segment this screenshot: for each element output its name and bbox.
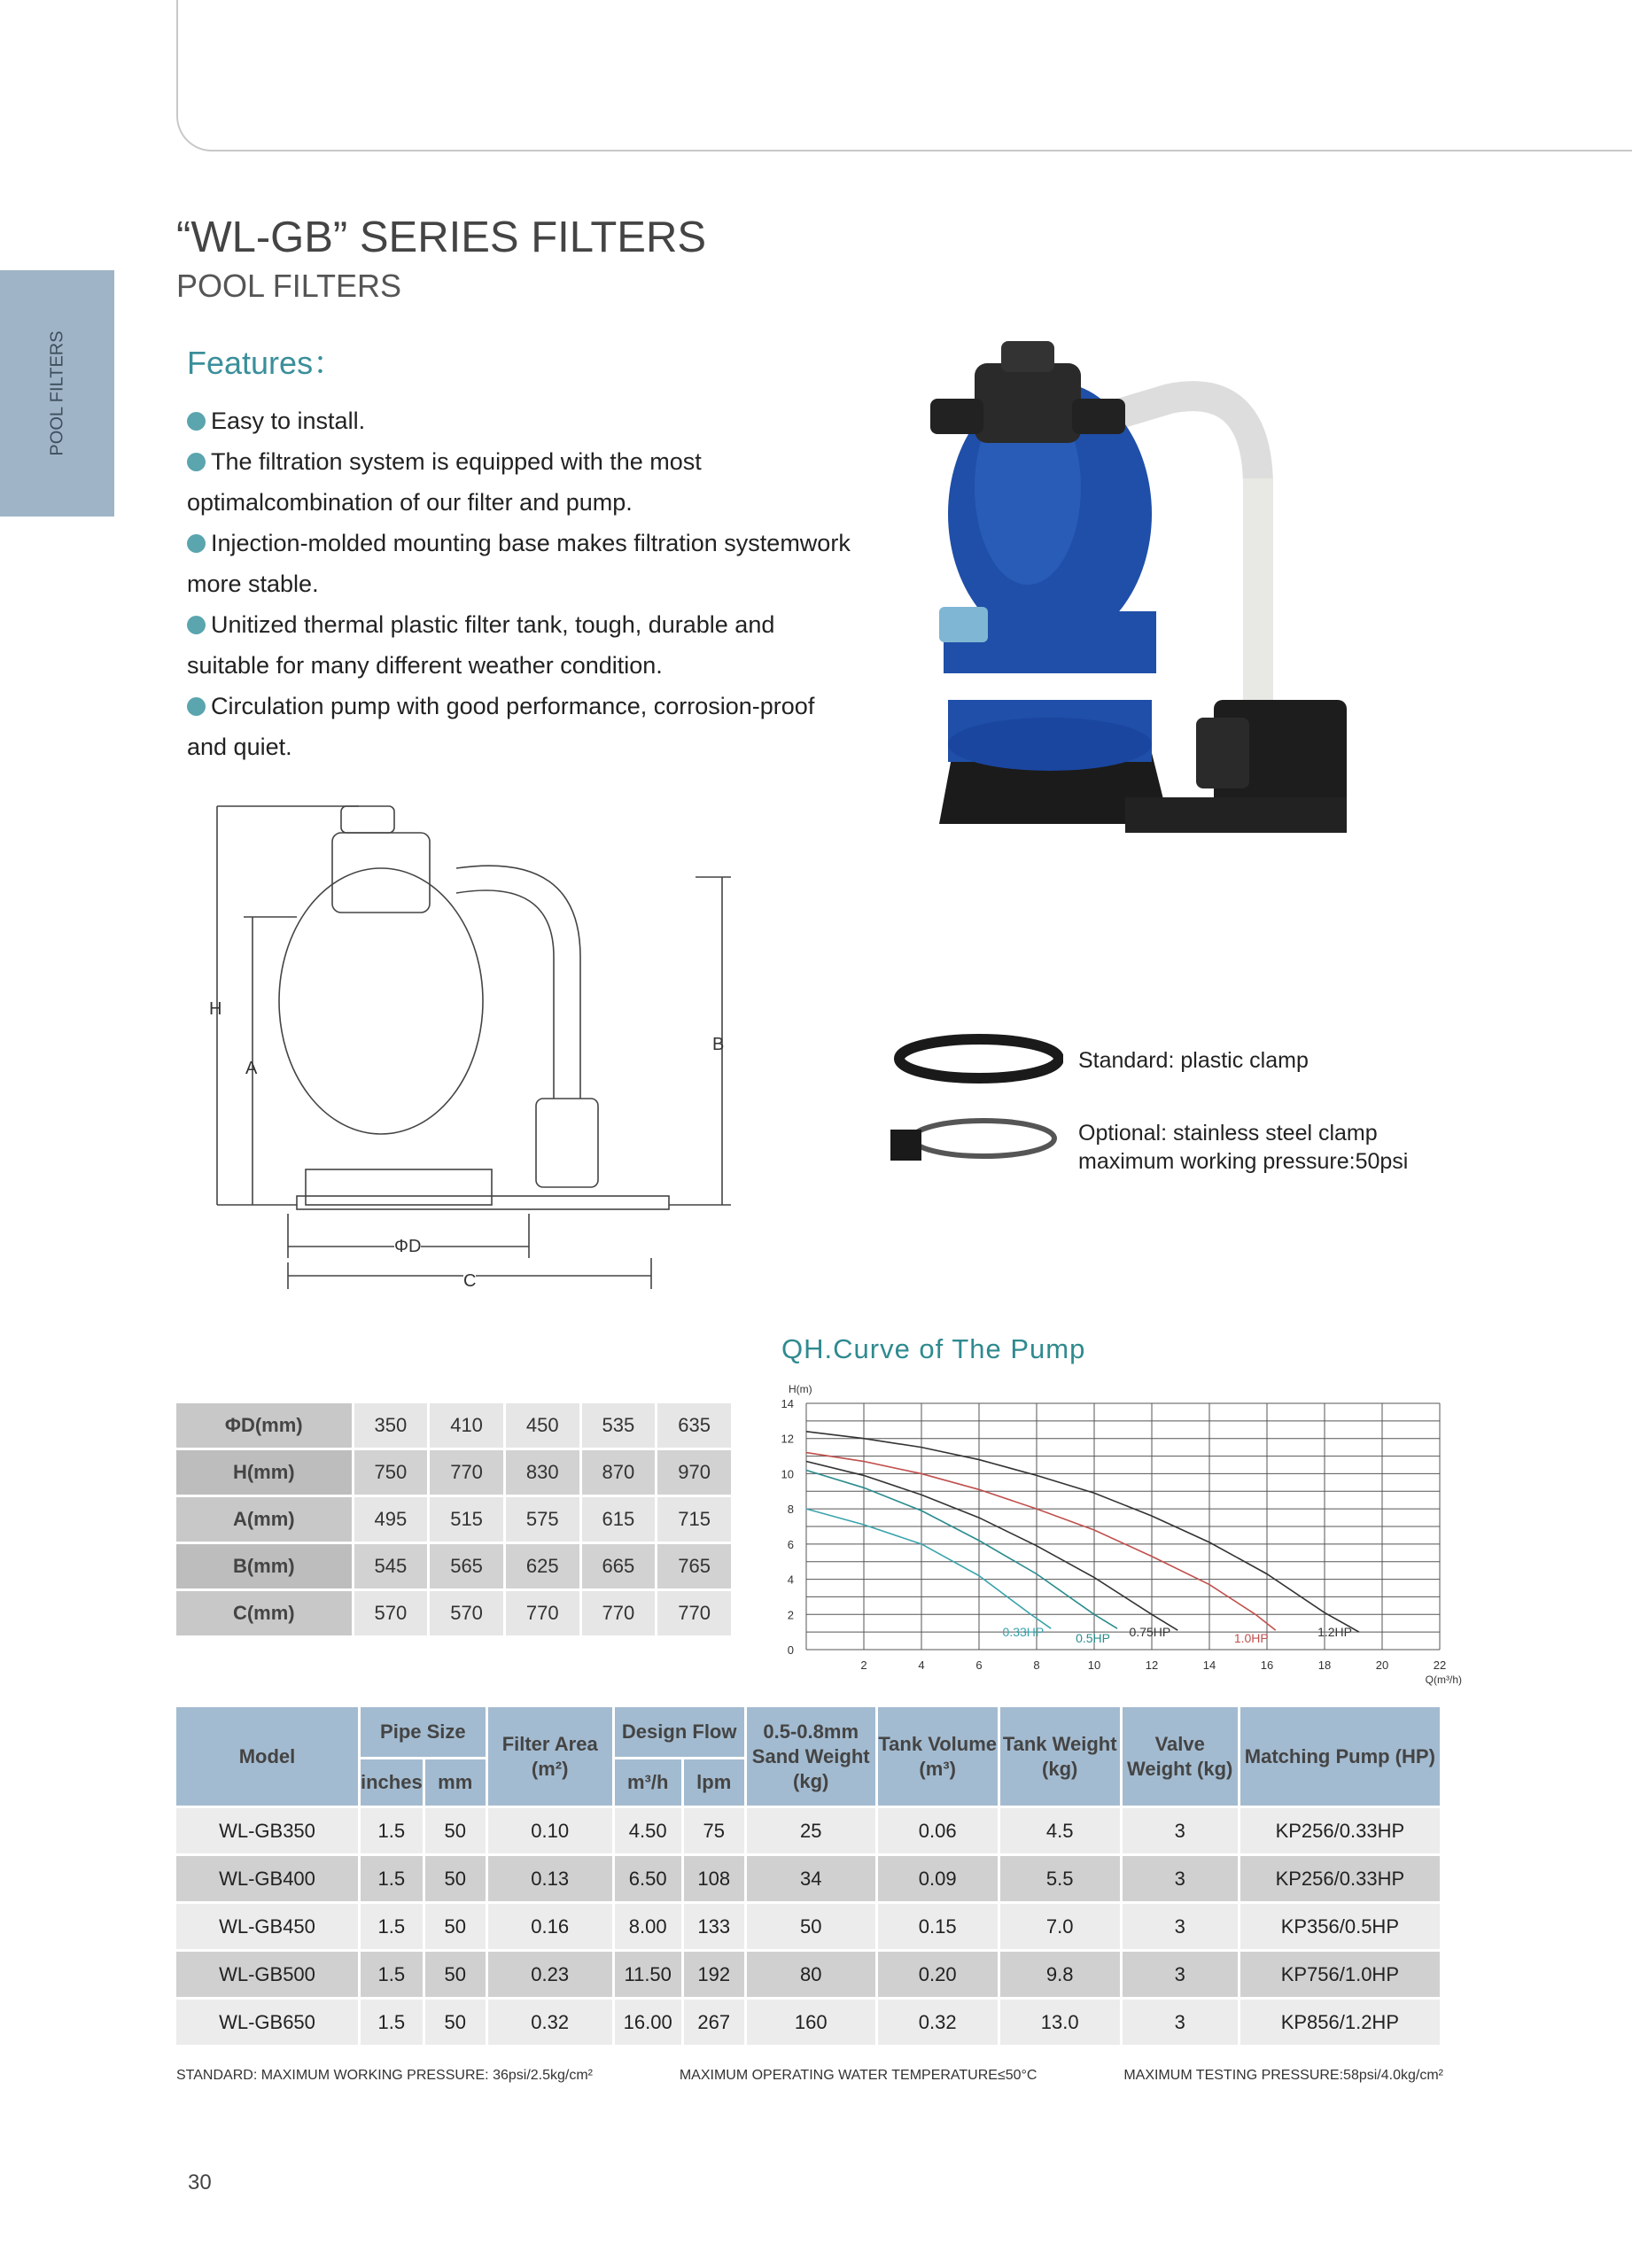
features-list [187,400,860,767]
dimension-value: 495 [354,1497,428,1542]
dimension-value: 535 [582,1403,656,1448]
dimension-value: 750 [354,1450,428,1495]
x-tick-label: 18 [1317,1658,1332,1672]
dimension-value: 570 [354,1591,428,1635]
table-cell: 80 [747,1952,875,1997]
table-cell: 0.32 [488,2000,612,2045]
chart-title: QH.Curve of The Pump [781,1333,1086,1364]
dimension-value: 450 [506,1403,579,1448]
series-label: 0.75HP [1129,1625,1171,1640]
series-line-0.5HP [806,1470,1117,1628]
table-cell: 267 [684,2000,744,2045]
y-tick-label: 2 [787,1608,794,1622]
product-photo [877,328,1373,859]
header-model: Model [176,1707,358,1806]
footnote-pressure: STANDARD: MAXIMUM WORKING PRESSURE: 36psi/2.5kg/cm² [176,2068,593,2083]
table-cell: 50 [425,1856,486,1901]
dimension-value: 635 [657,1403,731,1448]
table-cell: 3 [1123,2000,1238,2045]
dimension-value: 770 [506,1591,579,1635]
header-pump: Matching Pump (HP) [1240,1707,1440,1806]
dimension-row [176,1497,731,1542]
header-frame [176,0,1632,151]
plastic-clamp-icon [899,1039,1059,1078]
table-cell: 0.13 [488,1856,612,1901]
dimension-value: 545 [354,1544,428,1588]
dimension-value: 615 [582,1497,656,1542]
table-cell: 0.06 [878,1808,998,1853]
feature-text: Circulation pump with good performance, corrosion-proof and quiet. [187,693,815,760]
table-cell: 1.5 [361,1952,423,1997]
x-tick-label: 6 [975,1658,983,1672]
footnote [176,2068,1443,2084]
feature-item [187,604,860,686]
dimension-value: 870 [582,1450,656,1495]
feature-text: Unitized thermal plastic filter tank, tough, durable and suitable for many different weather condition. [187,611,775,679]
y-tick-label: 10 [781,1467,794,1481]
page-subtitle: POOL FILTERS [176,268,402,304]
header-valvew: Valve Weight (kg) [1123,1707,1238,1806]
table-cell: 108 [684,1856,744,1901]
x-tick-label: 10 [1087,1658,1101,1672]
bullet-icon [187,412,206,431]
table-cell: 50 [425,1952,486,1997]
dimension-value: 765 [657,1544,731,1588]
y-tick-label: 6 [787,1537,794,1551]
feature-item [187,400,860,441]
label-h: H [209,999,222,1019]
series-line-1.2HP [806,1432,1359,1632]
table-cell: KP856/1.2HP [1240,2000,1440,2045]
label-c: C [463,1271,477,1291]
header-pipe: Pipe Size [361,1707,486,1757]
table-row [176,1808,1440,1853]
table-cell: KP256/0.33HP [1240,1856,1440,1901]
feature-text: Injection-molded mounting base makes filtration systemwork more stable. [187,530,851,597]
y-tick-label: 0 [787,1643,794,1657]
table-cell: 160 [747,2000,875,2045]
table-row [176,1952,1440,1997]
feature-item [187,523,860,604]
table-cell: 75 [684,1808,744,1853]
header-flow: Design Flow [615,1707,744,1757]
table-cell: WL-GB450 [176,1904,358,1949]
table-cell: 50 [425,1904,486,1949]
x-tick-label: 2 [860,1658,867,1672]
dimension-row [176,1544,731,1588]
series-label: 1.0HP [1233,1631,1269,1646]
table-cell: 6.50 [615,1856,681,1901]
dimension-value: 770 [582,1591,656,1635]
dimension-value: 665 [582,1544,656,1588]
bullet-icon [187,534,206,553]
y-tick-label: 8 [787,1503,794,1517]
dimension-value: 575 [506,1497,579,1542]
dimension-value: 715 [657,1497,731,1542]
optional-clamp-pressure: maximum working pressure:50psi [1078,1149,1409,1174]
qh-chart [771,1373,1471,1692]
page-number: 30 [188,2171,212,2194]
table-cell: WL-GB400 [176,1856,358,1901]
y-axis-label: H(m) [789,1383,812,1395]
table-cell: 0.23 [488,1952,612,1997]
series-label: 0.5HP [1076,1631,1110,1646]
series-label: 1.2HP [1317,1625,1352,1640]
table-cell: 1.5 [361,1856,423,1901]
clamp-images [886,1028,1063,1196]
footnote-temperature: MAXIMUM OPERATING WATER TEMPERATURE≤50°C [679,2068,1037,2083]
table-row [176,1856,1440,1901]
y-tick-label: 4 [787,1573,794,1587]
table-row [176,1904,1440,1949]
bullet-icon [187,697,206,716]
dimension-label: C(mm) [176,1591,352,1635]
table-cell: 11.50 [615,1952,681,1997]
dimension-value: 970 [657,1450,731,1495]
table-cell: WL-GB650 [176,2000,358,2045]
header-area: Filter Area (m²) [488,1707,612,1806]
page-title: “WL-GB” SERIES FILTERS [176,214,707,261]
table-cell: 25 [747,1808,875,1853]
table-cell: WL-GB350 [176,1808,358,1853]
dimension-value: 770 [430,1450,503,1495]
features-heading: Features： [187,345,346,381]
dimension-label: A(mm) [176,1497,352,1542]
table-cell: 3 [1123,1856,1238,1901]
side-tab-label: POOL FILTERS [47,330,66,456]
dimension-label: H(mm) [176,1450,352,1495]
table-cell: 3 [1123,1952,1238,1997]
table-cell: 13.0 [1000,2000,1120,2045]
table-cell: 4.5 [1000,1808,1120,1853]
table-cell: 0.10 [488,1808,612,1853]
table-cell: KP356/0.5HP [1240,1904,1440,1949]
table-cell: 1.5 [361,1904,423,1949]
dimension-label: B(mm) [176,1544,352,1588]
dimension-value: 515 [430,1497,503,1542]
optional-clamp-text: Optional: stainless steel clamp [1078,1121,1378,1146]
bullet-icon [187,616,206,634]
table-cell: 3 [1123,1808,1238,1853]
table-cell: 34 [747,1856,875,1901]
label-b: B [712,1035,725,1054]
dimension-label: ΦD(mm) [176,1403,352,1448]
table-cell: 0.20 [878,1952,998,1997]
x-tick-label: 22 [1433,1658,1447,1672]
header-vol: Tank Volume (m³) [878,1707,998,1806]
header-m3h: m³/h [615,1759,681,1806]
table-row [176,2000,1440,2045]
table-cell: 16.00 [615,2000,681,2045]
table-cell: 3 [1123,1904,1238,1949]
x-tick-label: 4 [918,1658,925,1672]
x-tick-label: 16 [1260,1658,1274,1672]
x-axis-label: Q(m³/h) [1425,1674,1462,1686]
dimension-value: 625 [506,1544,579,1588]
table-cell: WL-GB500 [176,1952,358,1997]
table-cell: 5.5 [1000,1856,1120,1901]
header-mm: mm [425,1759,486,1806]
side-tab [0,270,114,517]
table-cell: 0.15 [878,1904,998,1949]
feature-item [187,686,860,767]
dimension-table [174,1401,734,1638]
header-sand: 0.5-0.8mm Sand Weight (kg) [747,1707,875,1806]
footnote-testing: MAXIMUM TESTING PRESSURE:58psi/4.0kg/cm² [1123,2068,1443,2083]
dimension-value: 350 [354,1403,428,1448]
bullet-icon [187,453,206,471]
dimension-diagram [199,780,749,1293]
table-cell: KP256/0.33HP [1240,1808,1440,1853]
table-cell: 50 [425,1808,486,1853]
x-tick-label: 12 [1145,1658,1159,1672]
table-cell: KP756/1.0HP [1240,1952,1440,1997]
header-inches: inches [361,1759,423,1806]
table-cell: 0.32 [878,2000,998,2045]
dimension-value: 410 [430,1403,503,1448]
y-tick-label: 12 [781,1432,794,1446]
label-d: ΦD [394,1237,422,1256]
feature-item [187,441,860,523]
table-cell: 0.09 [878,1856,998,1901]
x-tick-label: 14 [1202,1658,1216,1672]
standard-clamp-text: Standard: plastic clamp [1078,1048,1309,1073]
table-cell: 1.5 [361,2000,423,2045]
steel-clamp-icon [913,1121,1054,1156]
dimension-value: 565 [430,1544,503,1588]
table-cell: 133 [684,1904,744,1949]
label-a: A [245,1059,258,1078]
dimension-value: 770 [657,1591,731,1635]
table-cell: 192 [684,1952,744,1997]
feature-text: The filtration system is equipped with the most optimalcombination of our filter and pump. [187,448,702,516]
dimension-row [176,1403,731,1448]
x-tick-label: 8 [1033,1658,1040,1672]
table-cell: 4.50 [615,1808,681,1853]
dimension-value: 570 [430,1591,503,1635]
table-cell: 50 [425,2000,486,2045]
series-label: 0.33HP [1002,1625,1045,1640]
table-cell: 7.0 [1000,1904,1120,1949]
table-cell: 50 [747,1904,875,1949]
y-tick-label: 14 [781,1397,794,1410]
table-cell: 8.00 [615,1904,681,1949]
feature-text: Easy to install. [211,408,366,434]
table-cell: 9.8 [1000,1952,1120,1997]
table-cell: 1.5 [361,1808,423,1853]
dimension-row [176,1450,731,1495]
spec-table [174,1705,1442,2047]
table-cell: 0.16 [488,1904,612,1949]
header-lpm: lpm [684,1759,744,1806]
x-tick-label: 20 [1375,1658,1389,1672]
dimension-row [176,1591,731,1635]
header-tankw: Tank Weight (kg) [1000,1707,1120,1806]
dimension-value: 830 [506,1450,579,1495]
